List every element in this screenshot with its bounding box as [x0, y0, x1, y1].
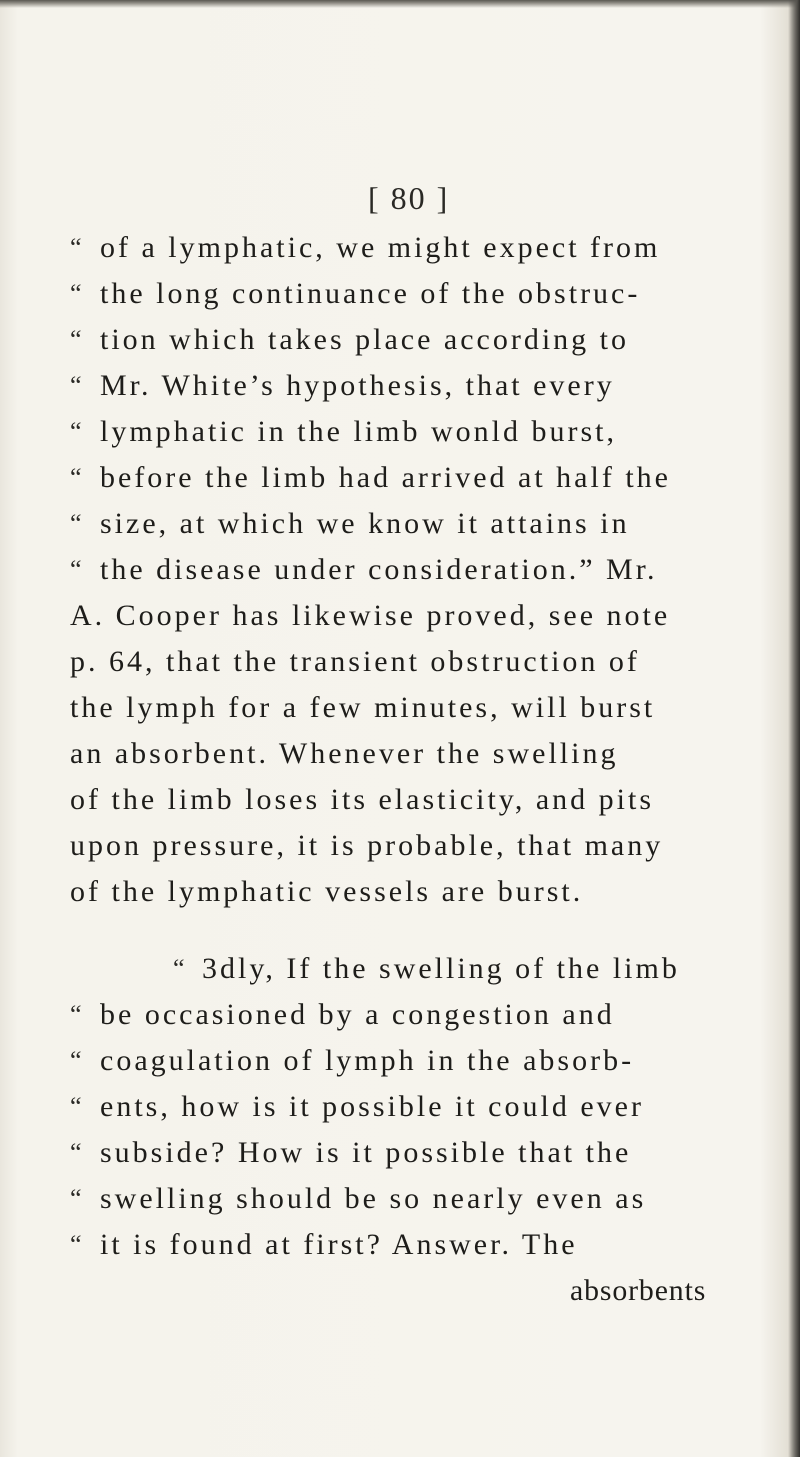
quote-mark: “: [70, 371, 82, 400]
quote-mark: “: [70, 417, 82, 446]
quote-mark: “: [70, 1138, 82, 1167]
quote-mark: “: [70, 1092, 82, 1121]
text-line: it is found at first? Answer. The: [100, 1228, 578, 1261]
text-line: be occasioned by a congestion and: [100, 998, 615, 1031]
quote-mark: “: [70, 463, 82, 492]
page-number: [ 80 ]: [368, 180, 450, 216]
quote-mark: “: [70, 1000, 82, 1029]
text-line: A. Cooper has likewise proved, see note: [70, 599, 671, 632]
text-line: upon pressure, it is probable, that many: [70, 829, 664, 862]
text-line: the lymph for a few minutes, will burst: [70, 691, 656, 724]
text-line: absorbents: [570, 1274, 707, 1307]
text-line: of a lymphatic, we might expect from: [100, 231, 661, 264]
text-line: an absorbent. Whenever the swelling: [70, 737, 619, 770]
quote-mark: “: [70, 279, 82, 308]
text-line: swelling should be so nearly even as: [100, 1182, 647, 1215]
quote-mark: “: [70, 1184, 82, 1213]
quote-mark: “: [70, 325, 82, 354]
text-line: tion which takes place according to: [100, 323, 630, 356]
quote-mark: “: [70, 509, 82, 538]
text-line: 3dly, If the swelling of the limb: [202, 952, 680, 985]
quote-mark: “: [70, 555, 82, 584]
text-line: of the limb loses its elasticity, and pits: [70, 783, 654, 816]
page-top-edge: [0, 0, 800, 8]
quote-mark: “: [70, 1046, 82, 1075]
text-line: Mr. White’s hypothesis, that every: [100, 369, 615, 402]
text-line: size, at which we know it attains in: [100, 507, 630, 540]
quote-mark: “: [70, 233, 82, 262]
text-line: p. 64, that the transient obstruction of: [70, 645, 640, 678]
text-line: subside? How is it possible that the: [100, 1136, 632, 1169]
text-line: before the limb had arrived at half the: [100, 461, 671, 494]
text-line: of the lymphatic vessels are burst.: [70, 875, 584, 908]
text-line: lymphatic in the limb wonld burst,: [100, 415, 617, 448]
page-right-edge: [788, 0, 800, 1457]
text-line: ents, how is it possible it could ever: [100, 1090, 644, 1123]
quote-mark: “: [173, 954, 185, 983]
text-line: coagulation of lymph in the absorb-: [100, 1044, 635, 1077]
text-line: the disease under consideration.” Mr.: [100, 553, 658, 586]
text-line: the long continuance of the obstruc-: [100, 277, 641, 310]
quote-mark: “: [70, 1230, 82, 1259]
